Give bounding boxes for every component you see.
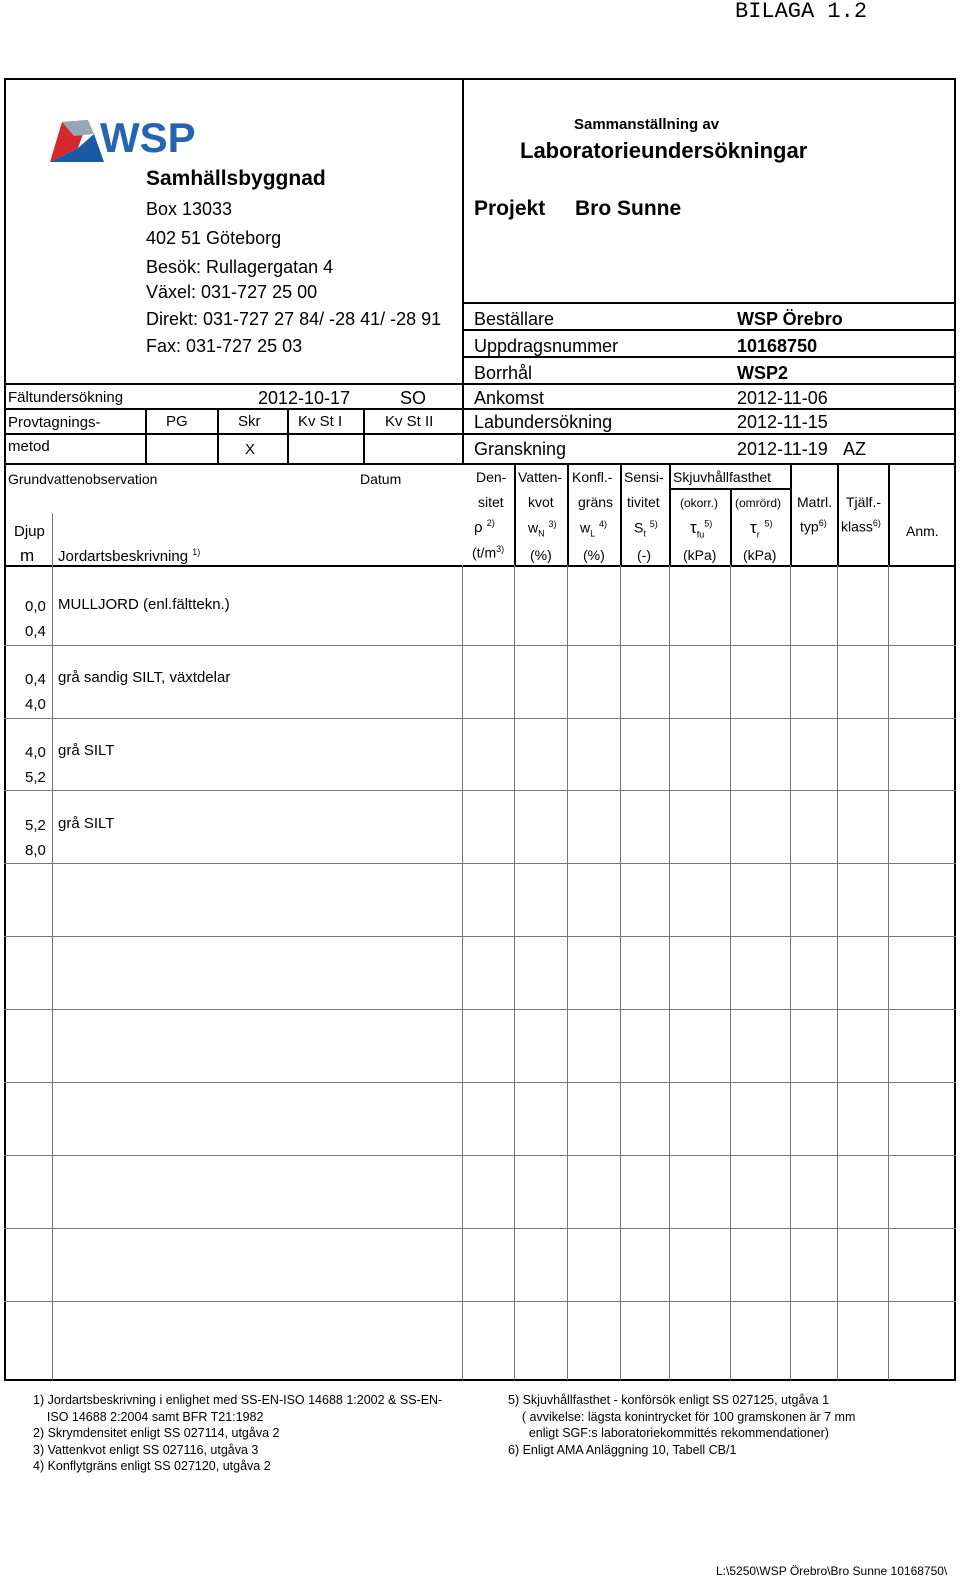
- granskning-value: 2012-11-19: [737, 439, 828, 459]
- svg-text:WSP: WSP: [100, 114, 196, 161]
- col-densitet-symbol: ρ $^{2)}$: [474, 518, 495, 536]
- col-vatten-symbol: $w_N$ $^{3)}$: [528, 519, 557, 539]
- col-tjalf-2: klass$^{6)}$: [841, 518, 881, 535]
- col-densitet-unit: ($t/m^{3)}$: [472, 544, 505, 561]
- col-skjuv: Skjuvhållfasthet: [673, 469, 772, 485]
- ankomst-value: 2012-11-06: [737, 388, 828, 408]
- granskning-sign: AZ: [843, 439, 867, 459]
- col-anm: Anm.: [906, 523, 939, 539]
- borrhal-value: WSP2: [737, 363, 789, 383]
- ankomst-label: Ankomst: [474, 388, 545, 408]
- borrhal-label: Borrhål: [474, 363, 533, 383]
- col-matrl-2: typ$^{6)}$: [800, 518, 827, 535]
- col-densitet-1: Den-: [476, 469, 507, 485]
- col-sensi-2: tivitet: [627, 494, 660, 510]
- col-tjalf-1: Tjälf.-: [846, 494, 881, 510]
- depth-top: 0,0: [25, 598, 46, 615]
- faltund-date: 2012-10-17: [258, 388, 351, 408]
- soil-description: grå sandig SILT, växtdelar: [58, 669, 231, 686]
- depth-top: 5,2: [25, 817, 46, 834]
- method-kv-st-ii: Kv St II: [385, 413, 434, 430]
- footnote: 2) Skrymdensitet enligt SS 027114, utgåva 2: [33, 1426, 280, 1440]
- soil-description: grå SILT: [58, 815, 115, 832]
- footnote: 1) Jordartsbeskrivning i enlighet med SS-EN-ISO 14688 1:2002 & SS-EN-: [33, 1393, 443, 1407]
- labund-label: Labundersökning: [474, 412, 613, 432]
- col-tau-r: $\tau_r$ $^{5)}$: [750, 518, 773, 540]
- col-densitet-2: sitet: [478, 494, 504, 510]
- file-path: L:\5250\WSP Örebro\Bro Sunne 10168750\: [716, 1564, 948, 1578]
- col-kpa-r: (kPa): [743, 547, 777, 563]
- depth-bottom: 5,2: [25, 769, 46, 786]
- method-mark: X: [245, 441, 256, 458]
- footnote: enligt SGF:s laboratoriekommittés rekommendationer): [508, 1426, 829, 1440]
- col-sensi-unit: (-): [637, 547, 651, 563]
- bestallare-value: WSP Örebro: [737, 309, 843, 329]
- footnote: 3) Vattenkvot enligt SS 027116, utgåva 3: [33, 1442, 259, 1457]
- col-vatten-2: kvot: [528, 494, 554, 510]
- report-title: Laboratorieundersökningar: [520, 138, 808, 163]
- col-matrl-1: Matrl.: [797, 494, 832, 510]
- soil-description: grå SILT: [58, 742, 115, 759]
- col-okorr: (okorr.): [680, 496, 719, 510]
- method-kv-st-i: Kv St I: [298, 413, 343, 430]
- col-vatten-1: Vatten-: [518, 469, 563, 485]
- company-division: Samhällsbyggnad: [146, 167, 326, 190]
- footnote: 4) Konflytgräns enligt SS 027120, utgåva 2: [33, 1459, 271, 1473]
- company-visit-address: Besök: Rullagergatan 4: [146, 257, 334, 277]
- project-label: Projekt: [474, 197, 546, 220]
- footnote: ( avvikelse: lägsta konintrycket för 100 gramskonen är 7 mm: [508, 1409, 856, 1424]
- col-m: m: [20, 546, 35, 565]
- depth-top: 0,4: [25, 671, 46, 688]
- provtag-label-1: Provtagnings-: [8, 414, 101, 431]
- granskning-label: Granskning: [474, 439, 567, 459]
- company-box: Box 13033: [146, 199, 233, 219]
- depth-bottom: 0,4: [25, 623, 46, 640]
- provtag-label-2: metod: [8, 438, 50, 455]
- depth-top: 4,0: [25, 744, 46, 761]
- col-konfl-1: Konfl.-: [572, 469, 613, 485]
- col-sensi-1: Sensi-: [624, 469, 664, 485]
- footnotes-right: [508, 1392, 948, 1458]
- col-konfl-2: gräns: [578, 494, 614, 510]
- footnotes-left: [33, 1392, 473, 1475]
- bestallare-label: Beställare: [474, 309, 555, 329]
- soil-description: MULLJORD (enl.fälttekn.): [58, 596, 230, 613]
- company-fax: Fax: 031-727 25 03: [146, 336, 303, 356]
- wsp-logo-mark: [48, 112, 226, 164]
- footnote: 5) Skjuvhållfasthet - konförsök enligt SS 027125, utgåva 1: [508, 1393, 830, 1407]
- uppdrag-label: Uppdragsnummer: [474, 336, 619, 356]
- wsp-logo: [48, 112, 226, 164]
- col-konfl-unit: (%): [583, 547, 605, 563]
- depth-bottom: 8,0: [25, 842, 46, 859]
- col-omrord: (omrörd): [735, 496, 782, 510]
- company-direct: Direkt: 031-727 27 84/ -28 41/ -28 91: [146, 309, 442, 329]
- method-skr: Skr: [238, 413, 261, 430]
- appendix-label: BILAGA 1.2: [735, 0, 868, 24]
- labund-value: 2012-11-15: [737, 412, 828, 432]
- col-sensi-symbol: $S_t$ $^{5)}$: [634, 519, 658, 539]
- col-tau-fu: $\tau_{fu}^{5)}$: [690, 518, 713, 540]
- company-switchboard: Växel: 031-727 25 00: [146, 282, 318, 302]
- project-value: Bro Sunne: [575, 197, 682, 220]
- col-djup: Djup: [14, 523, 45, 540]
- uppdrag-value: 10168750: [737, 336, 818, 356]
- footnote: ISO 14688 2:2004 samt BFR T21:1982: [33, 1409, 264, 1424]
- col-konfl-symbol: $w_L$ $^{4)}$: [580, 519, 608, 539]
- company-postal: 402 51 Göteborg: [146, 228, 282, 248]
- col-kpa-fu: (kPa): [683, 547, 717, 563]
- faltund-sign: SO: [400, 388, 427, 408]
- method-pg: PG: [166, 413, 188, 430]
- col-vatten-unit: (%): [530, 547, 552, 563]
- faltund-label: Fältundersökning: [8, 389, 124, 406]
- datum-label: Datum: [360, 471, 402, 487]
- report-subtitle: Sammanställning av: [574, 116, 720, 133]
- footnote: 6) Enligt AMA Anläggning 10, Tabell CB/1: [508, 1442, 737, 1457]
- gw-label: Grundvattenobservation: [8, 471, 158, 487]
- depth-bottom: 4,0: [25, 696, 46, 713]
- col-jordart: Jordartsbeskrivning $^{1)}$: [58, 547, 201, 565]
